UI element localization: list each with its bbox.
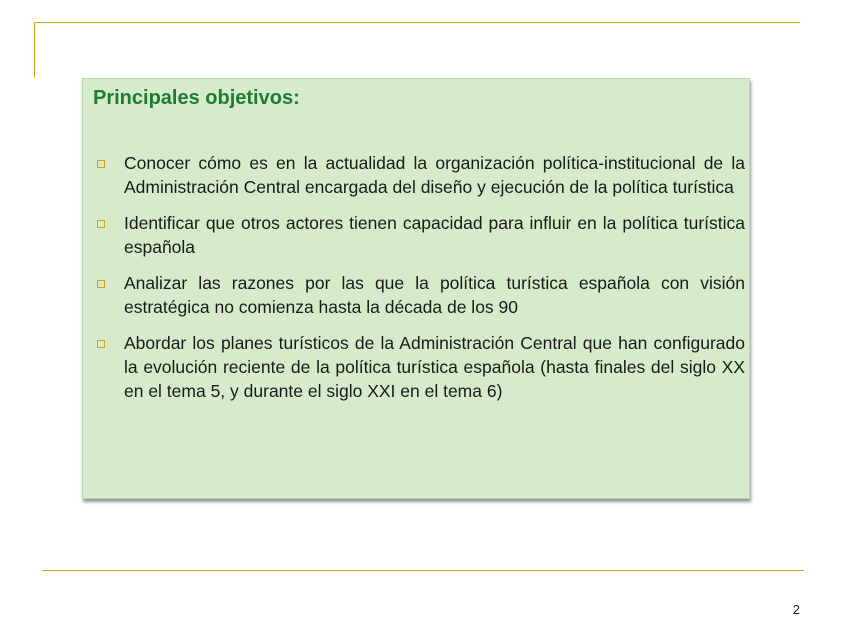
box-title: Principales objetivos: [93,87,300,109]
list-item [93,151,745,199]
top-decorative-line [34,22,800,23]
square-bullet-icon [97,220,105,228]
left-decorative-line [34,22,35,78]
bottom-decorative-line [42,570,804,571]
objective-text: Analizar las razones por las que la política turística española con visión estratégica no comienza hasta la década de los 90 [124,273,745,317]
objectives-box [82,78,750,499]
square-bullet-icon [97,340,105,348]
list-item [93,271,745,319]
objective-text: Conocer cómo es en la actualidad la organización política-institucional de la Administración Central encargada del diseño y ejecución de la política turística [124,153,745,197]
objective-text: Identificar que otros actores tienen capacidad para influir en la política turística española [124,213,745,257]
page-number: 2 [792,602,800,617]
square-bullet-icon [97,280,105,288]
objective-text: Abordar los planes turísticos de la Administración Central que han configurado la evolución reciente de la política turística española (hasta finales del siglo XX en el tema 5, y durante el siglo XXI en el tema 6) [124,333,745,401]
list-item [93,211,745,259]
objectives-list [93,151,745,415]
list-item [93,331,745,403]
square-bullet-icon [97,160,105,168]
